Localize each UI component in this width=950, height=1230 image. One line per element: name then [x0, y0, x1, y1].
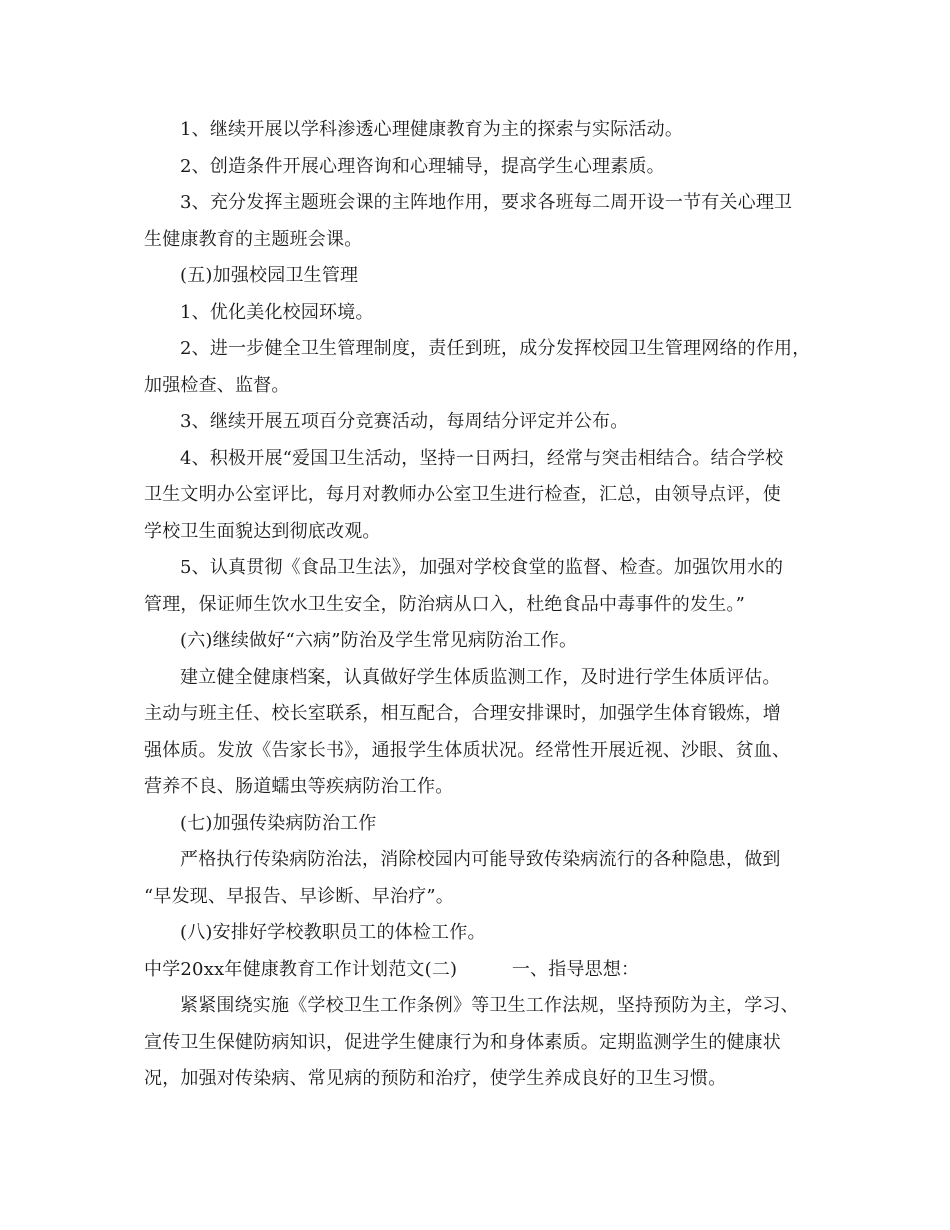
list-item-psych-2: 2、创造条件开展心理咨询和心理辅导，提高学生心理素质。	[180, 155, 665, 177]
paragraph-health-records: 建立健全健康档案，认真做好学生体质监测工作，及时进行学生体质评估。	[180, 666, 781, 688]
list-item-psych-3: 3、充分发挥主题班会课的主阵地作用，要求各班每二周开设一节有关心理卫	[180, 192, 793, 213]
list-item-campus-5-cont: 管理，保证师生饮水卫生安全，防治病从口入，杜绝食品中毒事件的发生。”	[144, 593, 745, 615]
paragraph-guiding-thought: 紧紧围绕实施《学校卫生工作条例》等卫生工作法规，坚持预防为主，学习、	[180, 995, 799, 1016]
list-item-campus-1: 1、优化美化校园环境。	[180, 301, 374, 323]
list-item-campus-4-cont-a: 卫生文明办公室评比，每月对教师办公室卫生进行检查，汇总，由领导点评，使	[144, 484, 781, 505]
list-item-psych-3-cont: 生健康教育的主题班会课。	[144, 228, 363, 250]
section-heading-5: (五)加强校园卫生管理	[180, 265, 359, 286]
list-item-campus-5: 5、认真贯彻《食品卫生法》，加强对学校食堂的监督、检查。加强饮用水的	[180, 557, 784, 578]
section-heading-7: (七)加强传染病防治工作	[180, 812, 377, 834]
paragraph-health-records-cont-b: 强体质。发放《告家长书》，通报学生体质状况。经常性开展近视、沙眼、贫血、	[144, 739, 791, 761]
paragraph-health-records-cont-a: 主动与班主任、校长室联系，相互配合，合理安排课时，加强学生体育锻炼，增	[144, 703, 781, 724]
list-item-campus-3: 3、继续开展五项百分竞赛活动，每周结分评定并公布。	[180, 411, 629, 432]
list-item-campus-2-cont: 加强检查、监督。	[144, 374, 290, 396]
section-heading-6: (六)继续做好“六病”防治及学生常见病防治工作。	[180, 630, 578, 651]
paragraph-health-records-cont-c: 营养不良、肠道蠕虫等疾病防治工作。	[144, 776, 454, 797]
paragraph-guiding-thought-cont-b: 况，加强对传染病、常见病的预防和治疗，使学生养成良好的卫生习惯。	[144, 1068, 727, 1089]
document-body	[144, 112, 811, 1098]
paragraph-infectious-disease: 严格执行传染病防治法，消除校园内可能导致传染病流行的各种隐患，做到	[180, 849, 781, 870]
document-title-2: 中学20xx年健康教育工作计划范文(二) 一、指导思想：	[144, 958, 640, 980]
list-item-campus-4: 4、积极开展“爱国卫生活动，坚持一日两扫，经常与突击相结合。结合学校	[180, 447, 784, 469]
section-heading-8: (八)安排好学校教职员工的体检工作。	[180, 922, 486, 943]
paragraph-guiding-thought-cont-a: 宣传卫生保健防病知识，促进学生健康行为和身体素质。定期监测学生的健康状	[144, 1031, 781, 1053]
list-item-campus-2: 2、进一步健全卫生管理制度，责任到班，成分发挥校园卫生管理网络的作用，	[180, 338, 811, 359]
list-item-psych-1: 1、继续开展以学科渗透心理健康教育为主的探索与实际活动。	[180, 119, 684, 140]
paragraph-infectious-disease-cont: “早发现、早报告、早诊断、早治疗”。	[144, 885, 455, 907]
list-item-campus-4-cont-b: 学校卫生面貌达到彻底改观。	[144, 520, 381, 542]
